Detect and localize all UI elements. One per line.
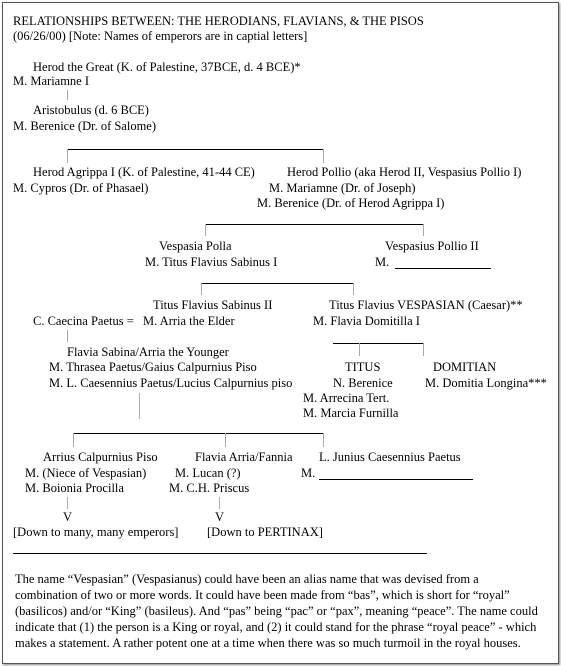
vespasian-name-note: The name “Vespasian” (Vespasianus) could have been an alias name that was devised from a combination of two or more words. It could have been made from “bas”, which is short for “royal” (basilicos) and/or “King” (basileus). And “pas” being “pac” or “pax”, meaning “peace”. The name could indicate that (1) the person is a King or royal, and (2) it could stand for the phrase “royal peace” - which makes a statement. A rather potent one at a time when there was so much turmoil in the royal houses.	[15, 572, 538, 650]
sibling-line	[73, 433, 323, 434]
connector-line	[67, 149, 68, 163]
connector-line	[353, 283, 354, 295]
person-arrius-calpurnius-piso: Arrius Calpurnius Piso	[43, 450, 158, 464]
genealogy-document	[2, 2, 559, 664]
connector-line	[67, 90, 68, 100]
spouse-flavia-domitilla-i: M. Flavia Domitilla I	[313, 314, 420, 328]
connector-line	[225, 433, 226, 447]
descent-pertinax: [Down to PERTINAX]	[207, 525, 323, 539]
spouse-unknown: M.	[301, 466, 316, 480]
document-subtitle: (06/26/00) [Note: Names of emperors are in captial letters]	[13, 29, 308, 43]
blank-spouse-line	[395, 268, 491, 269]
connector-line	[67, 497, 68, 509]
connector-line	[73, 433, 74, 447]
down-arrow: V	[63, 510, 73, 524]
connector-line	[423, 224, 424, 236]
sibling-line	[67, 149, 323, 150]
person-titus-flavius-sabinus-ii: Titus Flavius Sabinus II	[153, 298, 273, 312]
connector-line	[139, 393, 140, 419]
spouse-mariamne-i: M. Mariamne I	[13, 74, 90, 88]
person-titus: TITUS	[345, 360, 381, 374]
down-arrow: V	[215, 510, 225, 524]
spouse-arrecina: M. Arrecina Tert.	[303, 391, 390, 405]
spouse-boionia-procilla: M. Boionia Procilla	[25, 481, 124, 495]
person-caecina-paetus: C. Caecina Paetus =	[33, 314, 134, 328]
person-aristobulus: Aristobulus (d. 6 BCE)	[33, 103, 149, 117]
spouse-berenice-salome: M. Berenice (Dr. of Salome)	[13, 119, 157, 133]
spouse-marcia-furnilla: M. Marcia Furnilla	[303, 406, 399, 420]
person-flavia-sabina: Flavia Sabina/Arria the Younger	[67, 345, 229, 359]
person-herod-agrippa-i: Herod Agrippa I (K. of Palestine, 41-44 CE)	[33, 165, 255, 179]
divider	[13, 553, 427, 554]
sibling-line	[333, 343, 423, 344]
spouse-titus-flavius-sabinus-i: M. Titus Flavius Sabinus I	[145, 255, 278, 269]
sibling-line	[205, 224, 423, 225]
connector-line	[423, 343, 424, 356]
connector-line	[323, 433, 324, 447]
connector-line	[67, 330, 68, 342]
spouse-arria-the-elder: M. Arria the Elder	[143, 314, 235, 328]
spouse-unknown: M.	[375, 255, 390, 269]
person-domitian: DOMITIAN	[433, 360, 497, 374]
spouse-niece-of-vespasian: M. (Niece of Vespasian)	[25, 466, 147, 480]
connector-line	[219, 497, 220, 509]
spouse-berenice: N. Berenice	[333, 376, 393, 390]
document-title: RELATIONSHIPS BETWEEN: THE HERODIANS, FLAVIANS, & THE PISOS	[13, 14, 424, 28]
blank-spouse-line	[319, 479, 473, 480]
person-herod-pollio: Herod Pollio (aka Herod II, Vespasius Pollio I)	[287, 165, 522, 179]
spouse-lucan: M. Lucan (?)	[175, 466, 241, 480]
spouse-thrasea-paetus: M. Thrasea Paetus/Gaius Calpurnius Piso	[49, 360, 257, 374]
connector-line	[359, 343, 360, 356]
person-vespasian: Titus Flavius VESPASIAN (Caesar)**	[329, 298, 523, 312]
descent-many-emperors: [Down to many, many emperors]	[13, 525, 179, 539]
spouse-berenice-agrippa: M. Berenice (Dr. of Herod Agrippa I)	[257, 196, 445, 210]
connector-line	[201, 283, 202, 295]
spouse-cypros: M. Cypros (Dr. of Phasael)	[13, 181, 149, 195]
spouse-domitia-longina: M. Domitia Longina***	[425, 376, 547, 390]
sibling-line	[201, 283, 353, 284]
connector-line	[323, 149, 324, 163]
person-flavia-arria: Flavia Arria/Fannia	[195, 450, 293, 464]
connector-line	[205, 224, 206, 236]
person-vespasia-polla: Vespasia Polla	[159, 239, 232, 253]
person-junius-caesennius-paetus: L. Junius Caesennius Paetus	[319, 450, 461, 464]
spouse-priscus: M. C.H. Priscus	[169, 481, 250, 495]
person-herod-the-great: Herod the Great (K. of Palestine, 37BCE, d. 4 BCE)*	[33, 60, 301, 74]
person-vespasius-pollio-ii: Vespasius Pollio II	[385, 239, 479, 253]
spouse-caesennius-paetus: M. L. Caesennius Paetus/Lucius Calpurnius piso	[49, 376, 293, 390]
spouse-mariamne-joseph: M. Mariamne (Dr. of Joseph)	[269, 181, 416, 195]
